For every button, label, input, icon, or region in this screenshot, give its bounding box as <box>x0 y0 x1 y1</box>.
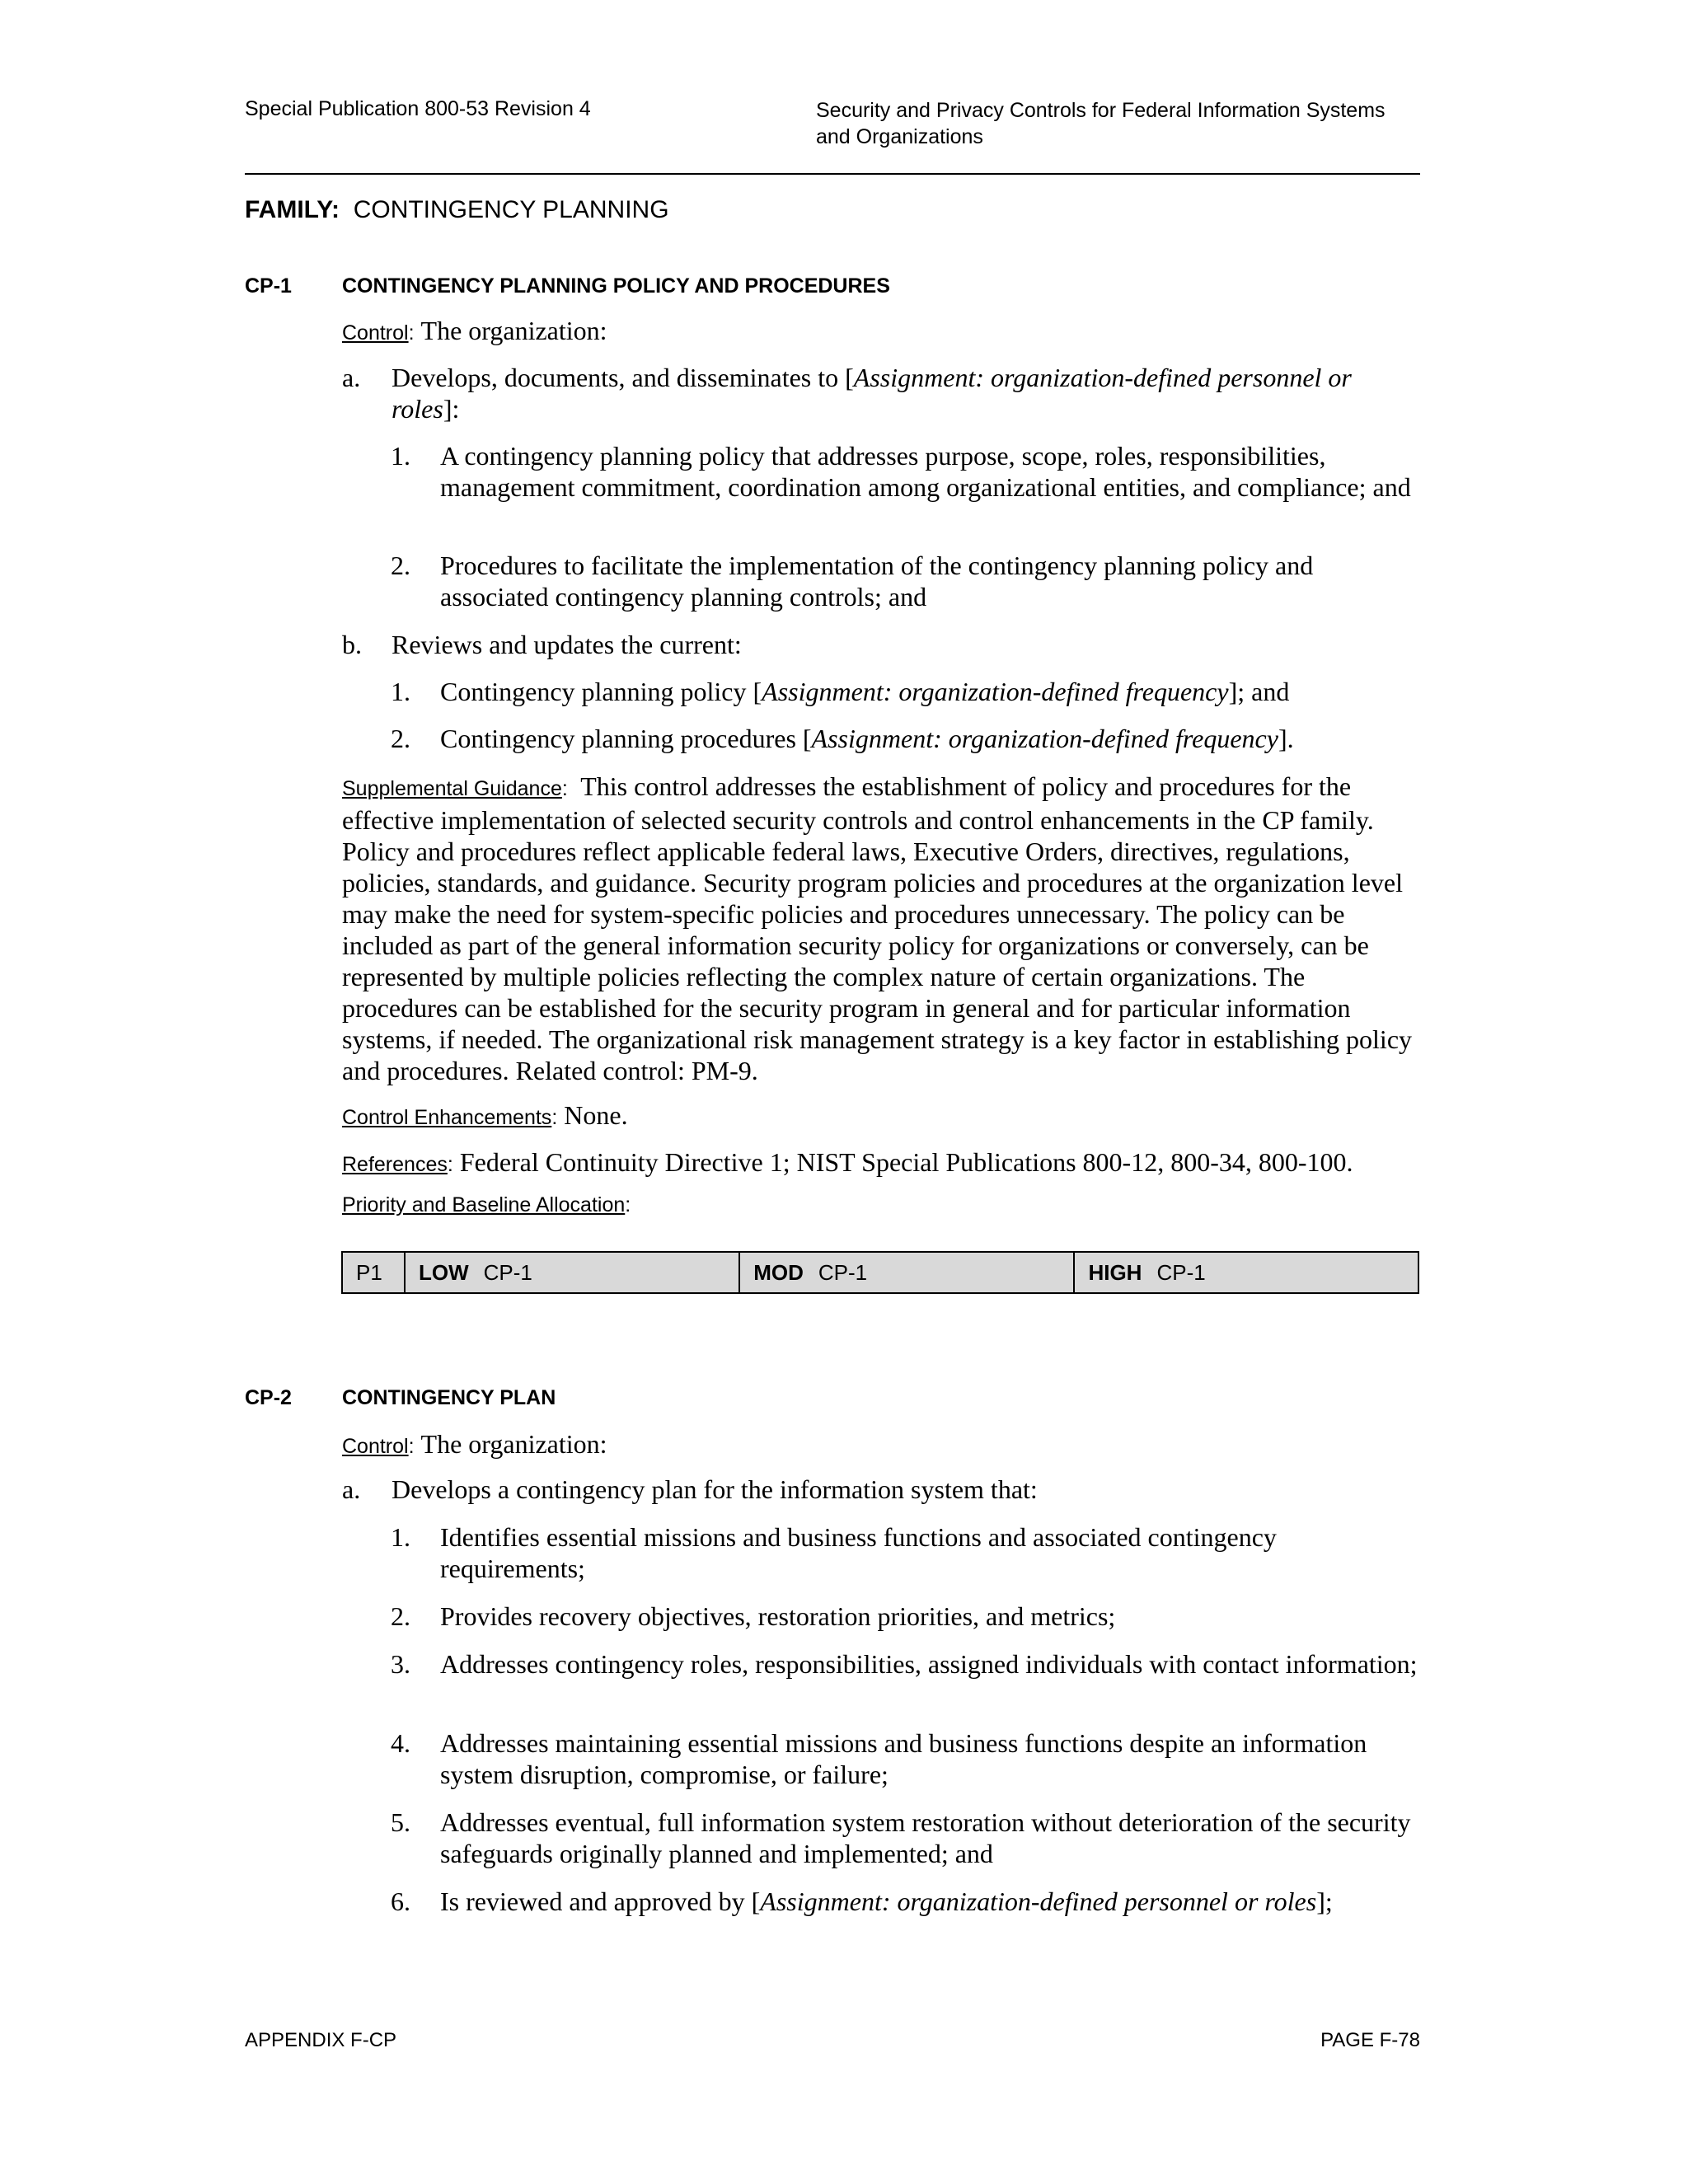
list-marker: a. <box>342 1474 361 1504</box>
cp1-title: CONTINGENCY PLANNING POLICY AND PROCEDURES <box>342 274 890 298</box>
list-body: Procedures to facilitate the implementation of the contingency planning policy and associated contingency planning controls; and <box>440 551 1314 612</box>
family-label: FAMILY: <box>245 196 340 223</box>
list-marker: 1. <box>391 441 410 471</box>
footer-page-number: PAGE F-78 <box>1320 2029 1420 2051</box>
header-divider <box>245 173 1420 175</box>
high-baseline-cell: HIGH CP-1 <box>1074 1252 1418 1293</box>
supplemental-guidance-label: Supplemental Guidance <box>342 777 562 800</box>
priority-cell: P1 <box>342 1252 405 1293</box>
references-label: References <box>342 1153 448 1176</box>
list-marker: 3. <box>391 1649 410 1679</box>
list-marker: 5. <box>391 1807 410 1837</box>
cp1-control-intro-text: The organization: <box>420 316 607 345</box>
list-body: Reviews and updates the current: <box>392 630 742 659</box>
low-baseline-cell: LOW CP-1 <box>405 1252 739 1293</box>
list-body: Addresses maintaining essential missions and business functions despite an information system disruption, compromise, or failure; <box>440 1728 1367 1789</box>
list-body: Addresses eventual, full information system restoration without deterioration of the security safeguards originally planned and implemented; and <box>440 1807 1411 1868</box>
list-marker: b. <box>342 630 362 659</box>
list-body: Contingency planning procedures [Assignment: organization-defined frequency]. <box>440 724 1294 753</box>
footer-appendix: APPENDIX F-CP <box>245 2029 397 2051</box>
list-marker: 1. <box>391 677 410 706</box>
running-header-right-line2: and Organizations <box>816 125 983 148</box>
cp1-id: CP-1 <box>245 274 292 298</box>
family-name: CONTINGENCY PLANNING <box>353 196 669 223</box>
list-body: Provides recovery objectives, restoration priorities, and metrics; <box>440 1601 1116 1631</box>
cp1-control-intro: Control: The organization: <box>342 316 607 345</box>
control-enhancements-text: None. <box>564 1100 628 1130</box>
family-heading <box>245 196 669 224</box>
list-body: A contingency planning policy that addresses purpose, scope, roles, responsibilities, management commitment, coordination among organizational entities, and compliance; and <box>440 441 1411 502</box>
running-header-left: Special Publication 800-53 Revision 4 <box>245 97 591 120</box>
priority-allocation-label: Priority and Baseline Allocation <box>342 1193 626 1216</box>
cp1-references: References: Federal Continuity Directive 1; NIST Special Publications 800-12, 800-34, 800-100. <box>342 1147 1353 1177</box>
supplemental-guidance-text: This control addresses the establishment of policy and procedures for the effective implementation of selected security controls and control enhancements in the CP family. Policy and procedures reflect applicable federal laws, Executive Orders, directives, regulations, policies, standards, and guidance. Security program policies and procedures at the organization level may make the need for system-specific policies and procedures unnecessary. The policy can be included as part of the general information security policy for organizations or conversely, can be represented by multiple policies reflecting the complex nature of certain organizations. The procedures can be established for the security program in general and for particular information systems, if needed. The organizational risk management strategy is a key factor in establishing policy and procedures. Related control: PM-9. <box>342 771 1413 1085</box>
cp1-priority-allocation: Priority and Baseline Allocation: <box>342 1193 631 1216</box>
cp1-control-enhancements: Control Enhancements: None. <box>342 1100 628 1130</box>
cp1-control-label: Control <box>342 321 409 344</box>
list-marker: 4. <box>391 1728 410 1758</box>
list-body: Develops, documents, and disseminates to [Assignment: organization-defined personnel or roles]: <box>392 363 1352 424</box>
cp2-title: CONTINGENCY PLAN <box>342 1386 556 1409</box>
cp2-id: CP-2 <box>245 1386 292 1409</box>
running-header-right-line1: Security and Privacy Controls for Federal Information Systems <box>816 99 1386 122</box>
cp2-control-intro: Control: The organization: <box>342 1429 607 1459</box>
priority-baseline-table <box>341 1251 1419 1294</box>
running-header-right <box>816 97 1442 150</box>
control-enhancements-label: Control Enhancements <box>342 1106 552 1129</box>
list-marker: 2. <box>391 1601 410 1631</box>
cp1-supplemental-guidance: Supplemental Guidance: This control addresses the establishment of policy and procedures for the effective implementation of selected security controls and control enhancements in the CP family. Policy and procedures reflect applicable federal laws, Executive Orders, directives, regulations, policies, standards, and guidance. Security program policies and procedures at the organization level may make the need for system-specific policies and procedures unnecessary. The policy can be included as part of the general information security policy for organizations or conversely, can be represented by multiple policies reflecting the complex nature of certain organizations. The procedures can be established for the security program in general and for particular information systems, if needed. The organizational risk management strategy is a key factor in establishing policy and procedures. Related control: PM-9. <box>342 771 1413 1085</box>
cp2-control-intro-text: The organization: <box>420 1429 607 1459</box>
list-marker: 2. <box>391 551 410 580</box>
list-marker: a. <box>342 363 361 392</box>
table-row <box>342 1252 1418 1293</box>
list-marker: 2. <box>391 724 410 753</box>
list-marker: 6. <box>391 1886 410 1916</box>
list-body: Develops a contingency plan for the information system that: <box>392 1474 1038 1504</box>
list-body: Contingency planning policy [Assignment: organization-defined frequency]; and <box>440 677 1290 706</box>
cp2-control-label: Control <box>342 1435 409 1458</box>
mod-baseline-cell: MOD CP-1 <box>739 1252 1074 1293</box>
references-text: Federal Continuity Directive 1; NIST Special Publications 800-12, 800-34, 800-100. <box>459 1147 1353 1177</box>
list-body: Identifies essential missions and business functions and associated contingency requirements; <box>440 1522 1277 1583</box>
list-body: Addresses contingency roles, responsibilities, assigned individuals with contact information; <box>440 1649 1418 1679</box>
list-marker: 1. <box>391 1522 410 1552</box>
list-body: Is reviewed and approved by [Assignment: organization-defined personnel or roles]; <box>440 1886 1333 1916</box>
